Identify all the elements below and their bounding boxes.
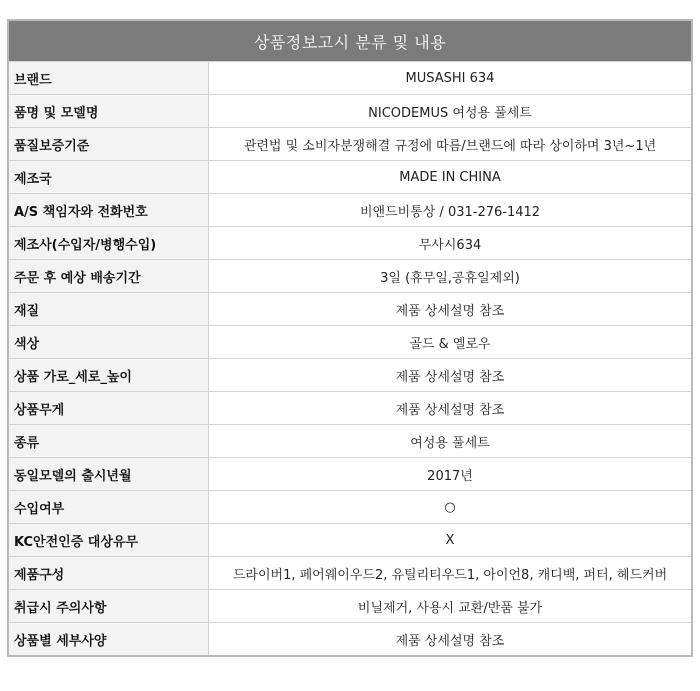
table-row (9, 589, 691, 622)
row-label: 품명 및 모델명 (9, 95, 209, 127)
row-value: MUSASHI 634 (405, 70, 495, 86)
table-row (9, 358, 691, 391)
row-label: 취급시 주의사항 (9, 590, 209, 622)
row-label: 상품 가로_세로_높이 (9, 359, 209, 391)
row-label: 상품무게 (9, 392, 209, 424)
table-row (9, 292, 691, 325)
row-label: 수입여부 (9, 491, 209, 523)
row-value: MADE IN CHINA (399, 169, 501, 185)
table-row (9, 457, 691, 490)
table-row (9, 160, 691, 193)
row-label: 품질보증기준 (9, 128, 209, 160)
row-label: 색상 (9, 326, 209, 358)
row-value: 관련법 및 소비자분쟁해결 규정에 따름/브랜드에 따라 상이하며 3년~1년 (243, 138, 657, 154)
table-row (9, 325, 691, 358)
row-value: 제품 상세설명 참조 (395, 303, 505, 319)
table-row (9, 226, 691, 259)
row-label: 상품별 세부사양 (9, 623, 209, 655)
row-label: 제조국 (9, 161, 209, 193)
row-value: ○ (444, 499, 456, 515)
row-value: X (445, 532, 455, 548)
table-row (9, 259, 691, 292)
table-header (9, 21, 691, 61)
row-value: 여성용 풀세트 (410, 435, 490, 451)
row-label: 브랜드 (9, 62, 209, 94)
table-row (9, 391, 691, 424)
row-label: 제품구성 (9, 557, 209, 589)
row-value: 비앤드비통상 / 031-276-1412 (359, 204, 541, 220)
row-label: KC안전인증 대상유무 (9, 524, 209, 556)
table-row (9, 127, 691, 160)
table-row (9, 94, 691, 127)
table-row (9, 424, 691, 457)
row-value: 비닐제거, 사용시 교환/반품 불가 (357, 600, 543, 616)
table-row (9, 622, 691, 655)
row-label: 재질 (9, 293, 209, 325)
row-label: 주문 후 예상 배송기간 (9, 260, 209, 292)
row-value: 제품 상세설명 참조 (395, 633, 505, 649)
table-row (9, 61, 691, 94)
product-info-table (7, 19, 693, 657)
row-label: 제조사(수입자/병행수입) (9, 227, 209, 259)
row-label: 종류 (9, 425, 209, 457)
row-label: A/S 책임자와 전화번호 (9, 194, 209, 226)
row-value: 3일 (휴무일,공휴일제외) (380, 270, 520, 286)
row-value: 제품 상세설명 참조 (395, 369, 505, 385)
row-value: 골드 & 옐로우 (409, 336, 491, 352)
table-title: 상품정보고시 분류 및 내용 (253, 32, 447, 52)
row-value: NICODEMUS 여성용 풀세트 (368, 105, 532, 121)
row-label: 동일모델의 출시년월 (9, 458, 209, 490)
table-row (9, 523, 691, 556)
table-row (9, 193, 691, 226)
row-value: 제품 상세설명 참조 (395, 402, 505, 418)
table-row (9, 556, 691, 589)
row-value: 무사시634 (418, 237, 482, 253)
table-row (9, 490, 691, 523)
row-value: 2017년 (427, 468, 473, 484)
row-value: 드라이버1, 페어웨이우드2, 유틸리티우드1, 아이언8, 캐디백, 퍼터, 헤드커버 (232, 567, 668, 583)
